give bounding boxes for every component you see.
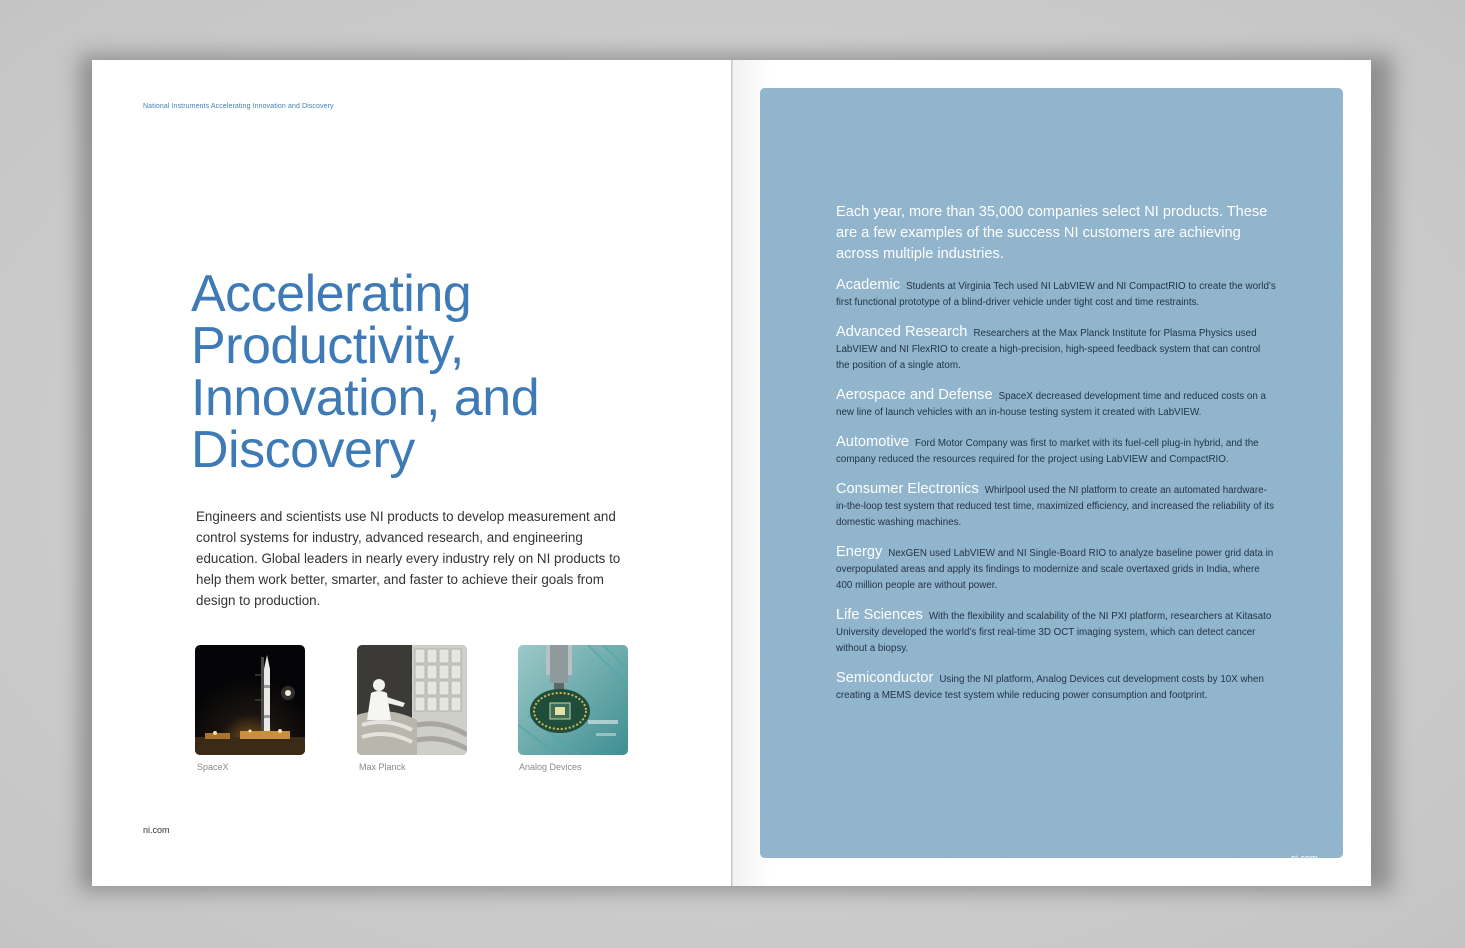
headline-line: Innovation, and bbox=[191, 369, 540, 427]
industry-name: Consumer Electronics bbox=[836, 481, 979, 497]
industry-text: Using the NI platform, Analog Devices cut development costs by 10X when creating a MEMS device test system while reducing power consumption and footprint. bbox=[836, 674, 1264, 701]
rocket-launch-photo bbox=[195, 645, 305, 755]
industry-text: SpaceX decreased development time and reduced costs on a new line of launch vehicles with an in-house testing system it created with LabVIEW. bbox=[836, 391, 1266, 418]
industry-text: NexGEN used LabVIEW and NI Single-Board RIO to analyze baseline power grid data in overpopulated areas and apply its findings to modernize and scale overtaxed grids in India, where 400 million people are without power. bbox=[836, 548, 1274, 591]
photo-caption: Max Planck bbox=[359, 762, 406, 772]
industry-name: Life Sciences bbox=[836, 607, 923, 623]
intro-paragraph: Engineers and scientists use NI products to develop measurement and control systems for industry, advanced research, and engineering education. Global leaders in nearly every industry rely on NI products to help them work better, smarter, and faster to achieve their goals from design to production. bbox=[196, 509, 621, 608]
industry-name: Automotive bbox=[836, 434, 910, 450]
running-head: National Instruments Accelerating Innovation and Discovery bbox=[143, 103, 334, 110]
industry-text: With the flexibility and scalability of the NI PXI platform, researchers at Kitasato University developed the world’s first real-time 3D OCT imaging system, which can detect cancer without a biopsy. bbox=[836, 611, 1272, 654]
right-page bbox=[733, 60, 1371, 886]
industry-text: Ford Motor Company was first to market with its fuel-cell plug-in hybrid, and the company reduced the resources required for the project using LabVIEW and CompactRIO. bbox=[836, 438, 1259, 465]
industry-name: Academic bbox=[836, 277, 901, 293]
photo-caption: Analog Devices bbox=[519, 762, 582, 772]
industry-entry bbox=[836, 387, 1276, 421]
industry-text: Whirlpool used the NI platform to create an automated hardware-in-the-loop test system that reduced test time, maximized efficiency, and increased the reliability of its domestic washing machines. bbox=[836, 485, 1274, 528]
folio: ni.com bbox=[1291, 853, 1318, 863]
headline-line: Productivity, bbox=[191, 317, 464, 375]
industry-name: Energy bbox=[836, 544, 883, 560]
industry-entry bbox=[836, 544, 1276, 594]
folio: ni.com bbox=[143, 825, 170, 835]
industry-entry bbox=[836, 607, 1276, 657]
left-page bbox=[92, 60, 731, 886]
headline-line: Discovery bbox=[191, 421, 415, 479]
industry-name: Semiconductor bbox=[836, 670, 934, 686]
industry-panel bbox=[760, 88, 1343, 863]
microchip-photo bbox=[518, 645, 628, 755]
industry-entry bbox=[836, 481, 1276, 531]
industry-entry bbox=[836, 670, 1276, 704]
industry-text: Researchers at the Max Planck Institute for Plasma Physics used LabVIEW and NI FlexRIO to create a high-precision, high-speed feedback system that can control the position of a single atom. bbox=[836, 328, 1261, 371]
industry-entry bbox=[836, 277, 1276, 311]
industry-name: Aerospace and Defense bbox=[836, 387, 993, 403]
plasma-lab-photo bbox=[357, 645, 467, 755]
panel-lead: Each year, more than 35,000 companies select NI products. These are a few examples of the success NI customers are achieving across multiple industries. bbox=[836, 204, 1268, 262]
photo-caption: SpaceX bbox=[197, 762, 229, 772]
industry-name: Advanced Research bbox=[836, 324, 968, 340]
headline bbox=[191, 265, 611, 479]
industry-entry bbox=[836, 434, 1276, 468]
headline-line: Accelerating bbox=[191, 265, 472, 323]
industry-text: Students at Virginia Tech used NI LabVIEW and NI CompactRIO to create the world’s first functional prototype of a blind-driver vehicle under tight cost and time restraints. bbox=[836, 281, 1276, 308]
industry-entry bbox=[836, 324, 1276, 374]
